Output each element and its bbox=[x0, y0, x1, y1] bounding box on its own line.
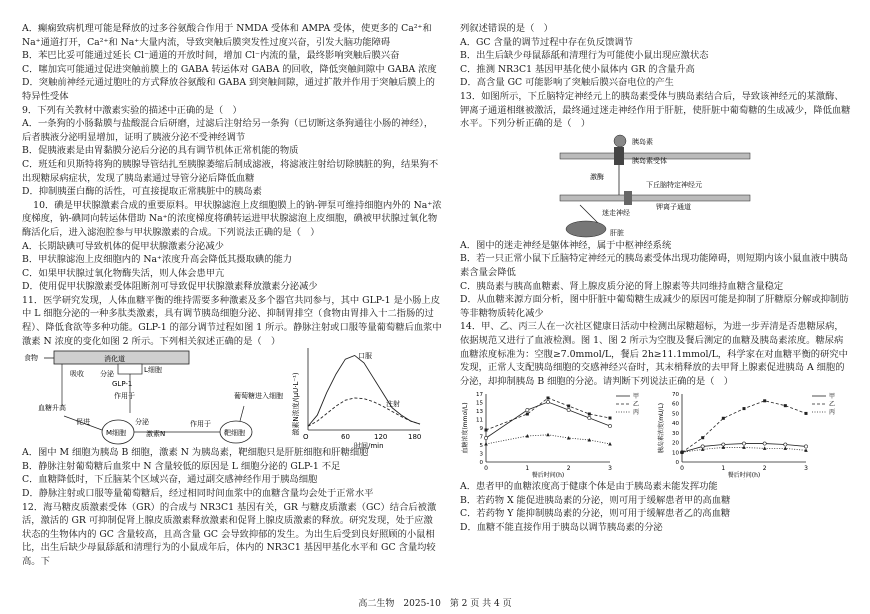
data-point bbox=[784, 404, 787, 407]
q10-option-d: D．使用促甲状腺激素受体阻断剂可导致促甲状腺激素释放激素分泌减少 bbox=[22, 281, 318, 293]
data-point bbox=[567, 405, 570, 408]
y-tick-label: 13 bbox=[476, 409, 483, 416]
insulin-label: 胰岛素 bbox=[632, 137, 653, 146]
q10-option-b: B．甲状腺滤泡上皮细胞内的 Na⁺浓度升高会降低其摄取碘的能力 bbox=[22, 254, 293, 266]
insulin-receptor-icon bbox=[614, 147, 624, 165]
fig2-xlabel: 时间/min bbox=[354, 442, 384, 451]
y-tick-label: 70 bbox=[672, 392, 679, 399]
data-point bbox=[546, 433, 550, 437]
y-tick-label: 40 bbox=[672, 421, 679, 428]
y-tick-label: 9 bbox=[479, 426, 483, 433]
q13-diagram bbox=[460, 131, 852, 239]
data-point bbox=[701, 448, 705, 452]
page-footer: 高二生物 2025-10 第 2 页 共 4 页 bbox=[358, 599, 512, 609]
q9-stem: 9．下列有关教材中激素实验的描述中正确的是（ ） bbox=[22, 104, 242, 116]
data-point bbox=[546, 401, 549, 404]
legend-label: 乙 bbox=[829, 401, 836, 409]
q11-option-b: B．静脉注射葡萄糖后血浆中 N 含量较低的原因是 L 细胞分泌的 GLP-1 不足 bbox=[22, 460, 341, 472]
q10-option-a: A．长期缺碘可导致机体的促甲状腺激素分泌减少 bbox=[22, 240, 224, 252]
y-tick-label: 0 bbox=[479, 460, 483, 467]
insulin-icon bbox=[614, 135, 626, 147]
fig2-xtick: 120 bbox=[374, 433, 388, 442]
y-tick-label: 15 bbox=[476, 400, 483, 407]
q11-stem: 11．医学研究发现，人体血糖平衡的维持需要多种激素及多个器官共同参与，其中 GLP-1 是小肠上皮中 L 细胞分泌的一种多肽类激素，具有调节胰岛细胞分泌、抑制胃排空（食物由胃排入十二指肠的过程）、降低食欲等多种功能。GLP-1 的部分调节过程如图 1 所示。静脉注射或口服等量葡萄糖后血浆中激素 N 浓度的变化如图 2 所示。下列相关叙述正确的是（ ） bbox=[22, 294, 442, 347]
liver-icon bbox=[566, 221, 606, 237]
y-tick-label: 50 bbox=[672, 411, 679, 418]
data-point bbox=[742, 446, 746, 450]
x-axis-label: 餐后时间(h) bbox=[531, 472, 565, 480]
vagus-label: 迷走神经 bbox=[602, 208, 630, 217]
y-tick-label: 5 bbox=[479, 443, 483, 450]
data-point bbox=[804, 445, 807, 448]
q14-option-c: C．若药物 Y 能抑制胰岛素的分泌，则可用于缓解患者乙的高血糖 bbox=[460, 508, 731, 520]
y-tick-label: 30 bbox=[672, 431, 679, 438]
x-tick-label: 3 bbox=[608, 465, 612, 473]
y-tick-label: 3 bbox=[479, 451, 483, 458]
q8-option-a: A．癫痫致病机理可能是释放的过多谷氨酸合作用于 NMDA 受体和 AMPA 受体，使更多的 Ca²⁺和 Na⁺通道打开，Ca²⁺和 Na⁺大量内流，导致突触后膜突发性过度兴奋，引发大脑功能障碍 bbox=[22, 23, 432, 48]
x-tick-label: 2 bbox=[762, 465, 767, 473]
fig2-xtick: 180 bbox=[408, 433, 422, 442]
right-column bbox=[460, 22, 852, 535]
q10-option-c: C．如果甲状腺过氧化物酶失活，则人体会患甲亢 bbox=[22, 267, 225, 279]
glp1-label: GLP-1 bbox=[112, 380, 133, 389]
secretion-label: 分泌 bbox=[135, 418, 149, 427]
data-point bbox=[763, 447, 767, 451]
data-point bbox=[609, 417, 612, 420]
x-tick-label: 1 bbox=[721, 465, 726, 473]
x-tick-label: 2 bbox=[566, 465, 571, 473]
legend-label: 甲 bbox=[633, 393, 640, 401]
series-line bbox=[486, 402, 610, 438]
m-cell-label: M细胞 bbox=[106, 429, 127, 438]
legend-label: 丙 bbox=[829, 409, 836, 417]
q11-fig2-chart bbox=[290, 344, 430, 454]
data-point bbox=[485, 429, 488, 432]
q8-option-c: C．噻加宾可能通过促进突触前膜上的 GABA 转运体对 GABA 的回收，降低突触间隙中 GABA 浓度 bbox=[22, 63, 437, 75]
act-on-label: 作用于 bbox=[114, 392, 135, 401]
liver-label: 肝脏 bbox=[610, 228, 624, 237]
insulin-receptor-label: 胰岛素受体 bbox=[632, 156, 667, 165]
data-point bbox=[567, 436, 571, 440]
q11-figures bbox=[22, 348, 442, 451]
y-tick-label: 7 bbox=[479, 434, 483, 441]
q8-option-b: B．苯巴比妥可能通过延长 Cl⁻通道的开放时间，增加 Cl⁻内流的量，最终影响突触后膜兴奋 bbox=[22, 50, 400, 62]
q11-option-c: C．血糖降低时，下丘脑某个区域兴奋，通过副交感神经作用于胰岛细胞 bbox=[22, 474, 318, 486]
figure-caption bbox=[543, 479, 553, 480]
data-point bbox=[763, 400, 766, 403]
q10-stem: 10．碘是甲状腺激素合成的重要原料。甲状腺滤泡上皮细胞膜上的钠-钾泵可维持细胞内外的 Na⁺浓度梯度，钠-碘同向转运体借助 Na⁺的浓度梯度将碘转运进甲状腺滤泡上皮细胞，碘被甲状腺过氧化物酶活化后，进入滤泡腔参与甲状腺激素的合成。下列说法正确的是（ ） bbox=[22, 199, 442, 238]
digestive-tract-label: 消化道 bbox=[104, 355, 125, 364]
l-cell-label: L细胞 bbox=[144, 366, 162, 375]
fig2-series-line bbox=[308, 398, 420, 426]
q9-option-d: D．抑制胰蛋白酶的活性，可直接提取正常胰脏中的胰岛素 bbox=[22, 186, 262, 198]
data-point bbox=[526, 413, 529, 416]
data-point bbox=[588, 413, 591, 416]
data-point bbox=[701, 436, 704, 439]
glucose-into-label: 葡萄糖进入细胞 bbox=[234, 392, 283, 401]
q9-option-c: C．班廷和贝斯特将狗的胰腺导管结扎至胰腺萎缩后制成滤液，将滤液注射给切除胰脏的狗，结果狗不出现糖尿病症状，发现了胰岛素通过导管分泌后降低血糖 bbox=[22, 158, 439, 184]
data-point bbox=[784, 447, 788, 451]
hormone-n-label: 激素N bbox=[146, 430, 166, 439]
blood-sugar-up-label: 血糖升高 bbox=[38, 404, 66, 413]
x-tick-label: 3 bbox=[804, 465, 808, 473]
data-point bbox=[588, 417, 591, 420]
legend-label: 丙 bbox=[633, 409, 640, 417]
q12-option-a: A．GC 含量的调节过程中存在负反馈调节 bbox=[460, 36, 633, 48]
q9-option-b: B．促胰液素是由胃黏膜分泌后分泌的具有调节机体正常机能的物质 bbox=[22, 145, 299, 157]
data-point bbox=[763, 442, 766, 445]
y-tick-label: 11 bbox=[476, 417, 483, 424]
x-tick-label: 1 bbox=[525, 465, 530, 473]
fig2-xtick: 60 bbox=[341, 433, 350, 442]
q11-option-a: A．图中 M 细胞为胰岛 B 细胞，激素 N 为胰岛素，靶细胞只是肝脏细胞和肝糖细胞 bbox=[22, 447, 369, 459]
legend-label: 乙 bbox=[633, 401, 640, 409]
data-point bbox=[526, 409, 529, 412]
k-channel-label: 钾离子通道 bbox=[656, 202, 691, 211]
left-column bbox=[22, 22, 442, 569]
q12-option-c: C．推测 NR3C1 基因甲基化使小鼠体内 GR 的含量升高 bbox=[460, 63, 695, 75]
q11-option-d: D．静脉注射或口服等量葡萄糖后，经过相同时间血浆中的血糖含量均会处于正常水平 bbox=[22, 488, 374, 500]
data-point bbox=[805, 412, 808, 415]
l-cell-box bbox=[118, 364, 142, 374]
x-axis-label: 餐后时间(h) bbox=[727, 472, 761, 480]
data-point bbox=[547, 397, 550, 400]
figure-caption bbox=[739, 479, 749, 480]
legend-label: 甲 bbox=[829, 393, 836, 401]
y-tick-label: 17 bbox=[476, 392, 483, 399]
fig2-series-line bbox=[308, 356, 420, 427]
data-point bbox=[484, 437, 487, 440]
q14-option-a: A．患者甲的血糖浓度高于健康个体是由于胰岛素未能发挥功能 bbox=[460, 481, 718, 493]
q12-stem: 12．海马糖皮质激素受体（GR）的合成与 NR3C1 基因有关，GR 与糖皮质激素（GC）结合后被激活，激活的 GR 可抑制促肾上腺皮质激素释放激素和促肾上腺皮质激素的释放。研究发现，处于应激状态的生物体内的 GC 含量较高，且高含量 GC 会导致抑郁的发生。为出生后受到良好照顾的小鼠相比，出生后缺少母鼠舔舐和清理行为的小鼠成年后，体内的 NR3C1 基因甲基化水平和 GC 含量均较高。下 bbox=[22, 501, 437, 567]
q12-stem-cont: 列叙述错误的是（ ） bbox=[460, 23, 553, 34]
q13-option-a: A．图中的迷走神经是躯体神经，属于中枢神经系统 bbox=[460, 239, 672, 251]
q8-option-d: D．突触前神经元通过胞吐的方式释放谷氨酸和 GABA 到突触间隙，通过扩散并作用于突触后膜上的特异性受体 bbox=[22, 77, 435, 102]
absorb-label: 吸收 bbox=[70, 370, 84, 379]
q9-option-a: A．一条狗的小肠黏膜与盐酸混合后研磨，过滤后注射给另一条狗（已切断这条狗通往小肠的神经），后者胰液分泌明显增加，证明了胰液分泌不受神经调节 bbox=[22, 118, 434, 143]
data-point bbox=[722, 417, 725, 420]
q14-option-d: D．血糖不能直接作用于胰岛以调节胰岛素的分泌 bbox=[460, 522, 663, 534]
q12-option-b: B．出生后缺少母鼠舔舐和清理行为可能使小鼠出现应激状态 bbox=[460, 50, 709, 62]
data-point bbox=[484, 442, 488, 446]
q14-option-b: B．若药物 X 能促进胰岛素的分泌，则可用于缓解患者甲的高血糖 bbox=[460, 494, 731, 506]
k-channel-icon bbox=[624, 191, 632, 205]
data-point bbox=[742, 442, 745, 445]
target-cell-label: 靶细胞 bbox=[224, 429, 245, 438]
q12-option-d: D．高含量 GC 可能影响了突触后膜兴奋电位的产生 bbox=[460, 77, 674, 89]
act-on-2-label: 作用于 bbox=[190, 420, 211, 429]
q13-figure bbox=[460, 131, 852, 239]
x-tick-label: 0 bbox=[680, 465, 684, 473]
data-point bbox=[608, 442, 612, 446]
data-point bbox=[608, 425, 611, 428]
q13-option-d: D．从血糖来源方面分析，图中肝脏中葡萄糖生成减少的原因可能是抑制了肝糖原分解或抑制肪等非糖物质转化减少 bbox=[460, 294, 849, 319]
y-tick-label: 10 bbox=[672, 450, 679, 457]
q13-option-b: B．若一只正常小鼠下丘脑特定神经元的胰岛素受体出现功能障碍，则短期内该小鼠血液中胰岛素含量会降低 bbox=[460, 253, 849, 278]
secrete-label: 分泌 bbox=[100, 370, 114, 379]
y-tick-label: 60 bbox=[672, 401, 679, 408]
kinase-label: 激酶 bbox=[590, 172, 604, 181]
y-axis-label: 胰岛素浓度(mU/L) bbox=[658, 403, 665, 454]
cell-membrane-bottom bbox=[560, 195, 750, 201]
data-point bbox=[784, 443, 787, 446]
q14-figures bbox=[460, 388, 852, 480]
promote-label: 促进 bbox=[76, 418, 90, 427]
fig2-iv-label: 注射 bbox=[386, 400, 400, 409]
food-label: 食物 bbox=[24, 354, 38, 363]
q14-charts bbox=[460, 388, 852, 480]
hypothalamus-neuron-label: 下丘脑特定神经元 bbox=[646, 180, 702, 189]
fig2-xtick: O bbox=[303, 433, 309, 442]
y-tick-label: 0 bbox=[675, 460, 679, 467]
data-point bbox=[567, 409, 570, 412]
q14-stem: 14．甲、乙、丙三人在一次社区健康日活动中检测出尿糖超标，为进一步弄清是否患糖尿病，依据规范又进行了血液检测。图 1、图 2 所示为空腹及餐后测定的血糖及胰岛素浓度。糖尿病血糖浓度标准为：空腹≥7.0mmol/L，餐后 2h≥11.1mmol/L，科学家在对血糖平衡的研究中发现，正常人支配胰岛细胞的交感神经兴奋时，其末梢释放的去甲肾上腺素促进胰岛 A 细胞的分泌，却抑制胰岛 B 细胞的分泌。请判断下列说法正确的是（ ） bbox=[460, 321, 848, 387]
x-tick-label: 0 bbox=[484, 465, 488, 473]
fig2-oral-label: 口服 bbox=[358, 352, 372, 361]
data-point bbox=[743, 407, 746, 410]
q13-stem: 13．如图所示，下丘脑特定神经元上的胰岛素受体与胰岛素结合后，导致该神经元的某激酶、钾离子通道相继被激活，最终通过迷走神经作用于肝脏，使肝脏中葡萄糖的生成减少，降低血糖水平。下列分析正确的是（ ） bbox=[460, 90, 851, 130]
q13-option-c: C．胰岛素与胰高血糖素、肾上腺皮质分泌的肾上腺素等共同维持血糖含量稳定 bbox=[460, 280, 784, 292]
fig2-ylabel: 激素N浓度/(μU·L⁻¹) bbox=[292, 372, 300, 436]
y-axis-label: 血糖浓度(mmol/L) bbox=[462, 402, 469, 454]
y-tick-label: 20 bbox=[672, 440, 679, 447]
